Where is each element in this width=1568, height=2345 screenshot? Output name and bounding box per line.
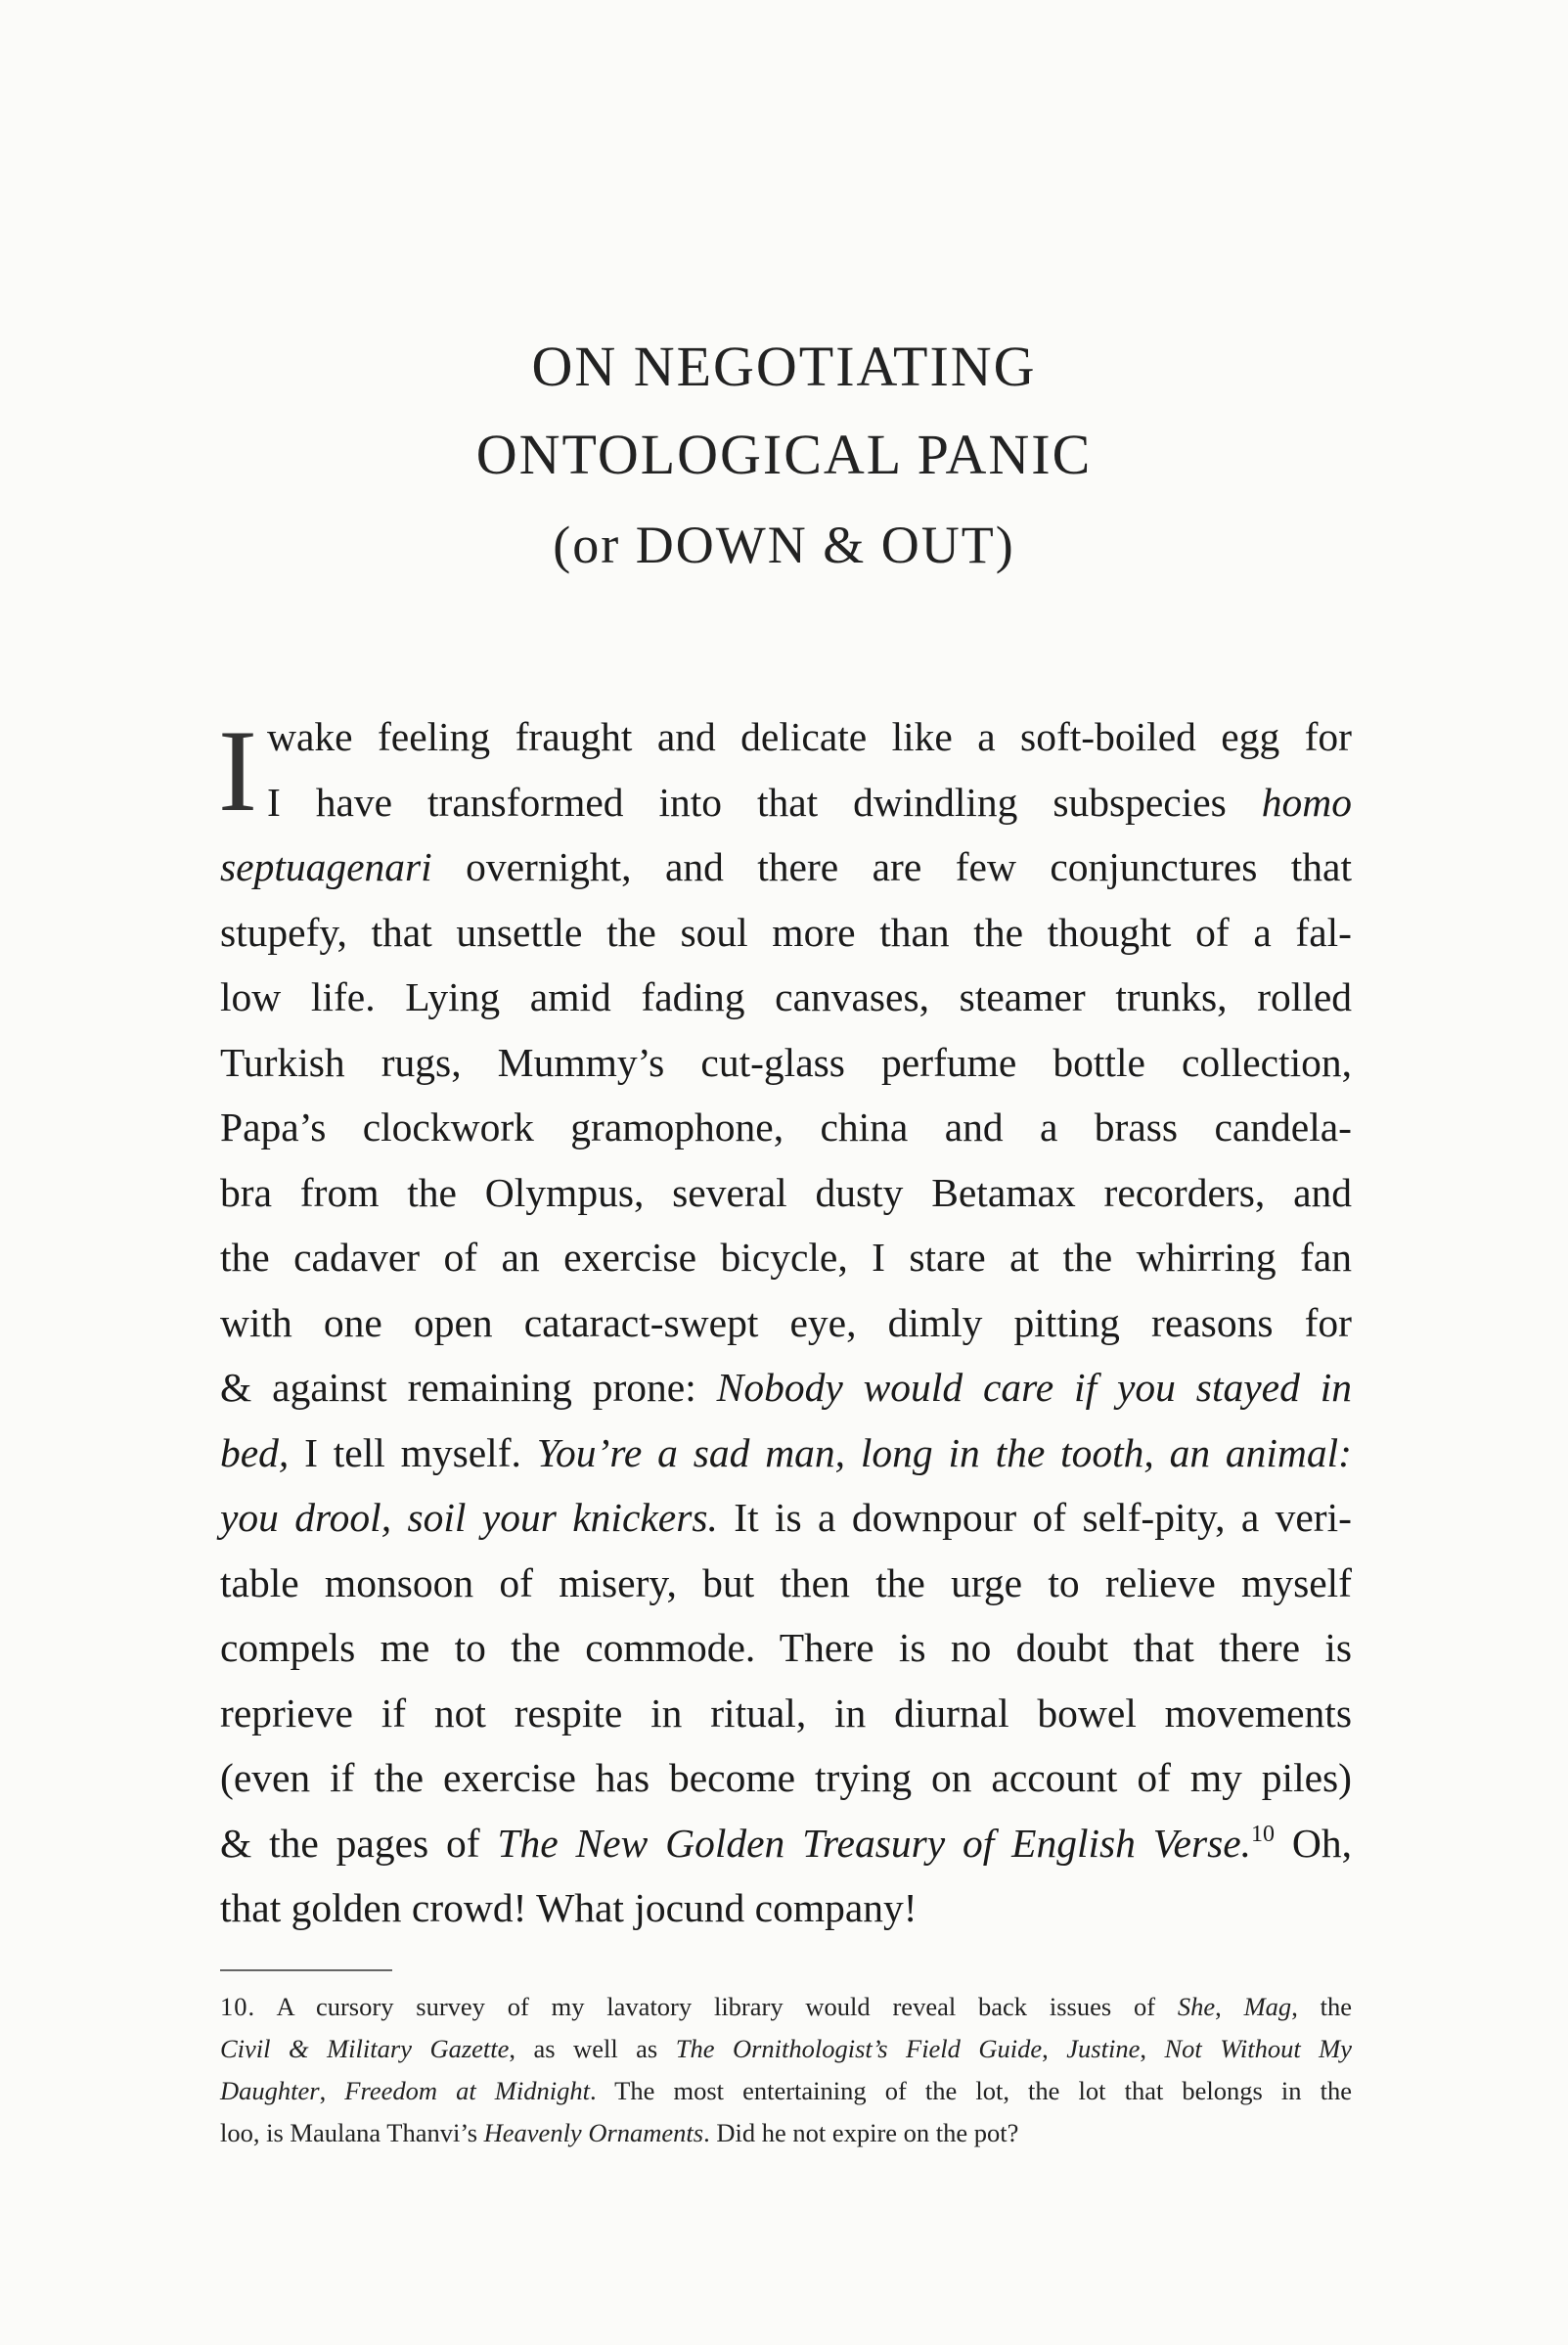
text-line: (even if the exercise has become trying on account of my piles)	[220, 1755, 1352, 1800]
footnote-line: Daughter, Freedom at Midnight. The most entertaining of the lot, the lot that belongs in the	[220, 2076, 1353, 2105]
text-line: with one open cataract-swept eye, dimly pitting reasons for	[220, 1299, 1352, 1345]
drop-cap: I	[218, 705, 257, 835]
text-line: compels me to the commode. There is no doubt that there is	[220, 1625, 1352, 1670]
footnote	[220, 1986, 1352, 2154]
text-line: you drool, soil your knickers. It is a downpour of self-pity, a veri-	[220, 1495, 1352, 1540]
chapter-title-line-2: ONTOLOGICAL PANIC	[475, 423, 1093, 486]
footnote-line: loo, is Maulana Thanvi’s Heavenly Ornaments. Did he not expire on the pot?	[220, 2118, 1019, 2147]
chapter-subtitle: (or DOWN & OUT)	[553, 516, 1015, 574]
text-line: bed, I tell myself. You’re a sad man, long in the tooth, an animal:	[220, 1429, 1353, 1475]
body-paragraph	[220, 704, 1352, 1941]
text-line: the cadaver of an exercise bicycle, I stare at the whirring fan	[220, 1235, 1352, 1280]
text-line: low life. Lying amid fading canvases, steamer trunks, rolled	[220, 974, 1352, 1019]
text-line: I have transformed into that dwindling subspecies homo	[267, 779, 1352, 825]
text-line: & the pages of The New Golden Treasury of English Verse.$^{10}$ Oh,	[220, 1820, 1352, 1866]
text-line: stupefy, that unsettle the soul more than the thought of a fal-	[220, 909, 1352, 955]
footnote-divider	[220, 1969, 392, 1971]
text-line: Turkish rugs, Mummy’s cut-glass perfume bottle collection,	[220, 1039, 1352, 1085]
text-line: wake feeling fraught and delicate like a soft-boiled egg for	[267, 714, 1352, 759]
text-line: Papa’s clockwork gramophone, china and a brass candela-	[220, 1105, 1352, 1150]
text-line: bra from the Olympus, several dusty Betamax recorders, and	[220, 1169, 1352, 1215]
footnote-number: 10.	[220, 1992, 256, 2021]
footnote-reference: 10	[1251, 1821, 1276, 1847]
footnote-line: 10. A cursory survey of my lavatory library would reveal back issues of She, Mag, the	[220, 1992, 1353, 2021]
footnote-line: Civil & Military Gazette, as well as The Ornithologist’s Field Guide, Justine, Not Without My	[220, 2034, 1352, 2063]
chapter-title-line-1: ON NEGOTIATING	[531, 335, 1037, 398]
chapter-title	[0, 323, 1568, 589]
text-line: reprieve if not respite in ritual, in diurnal bowel movements	[220, 1690, 1352, 1736]
text-line: table monsoon of misery, but then the urge to relieve myself	[220, 1559, 1352, 1605]
text-line: septuagenari overnight, and there are few conjunctures that	[220, 844, 1352, 889]
text-line: & against remaining prone: Nobody would care if you stayed in	[220, 1365, 1352, 1410]
text-line: that golden crowd! What jocund company!	[220, 1885, 918, 1930]
